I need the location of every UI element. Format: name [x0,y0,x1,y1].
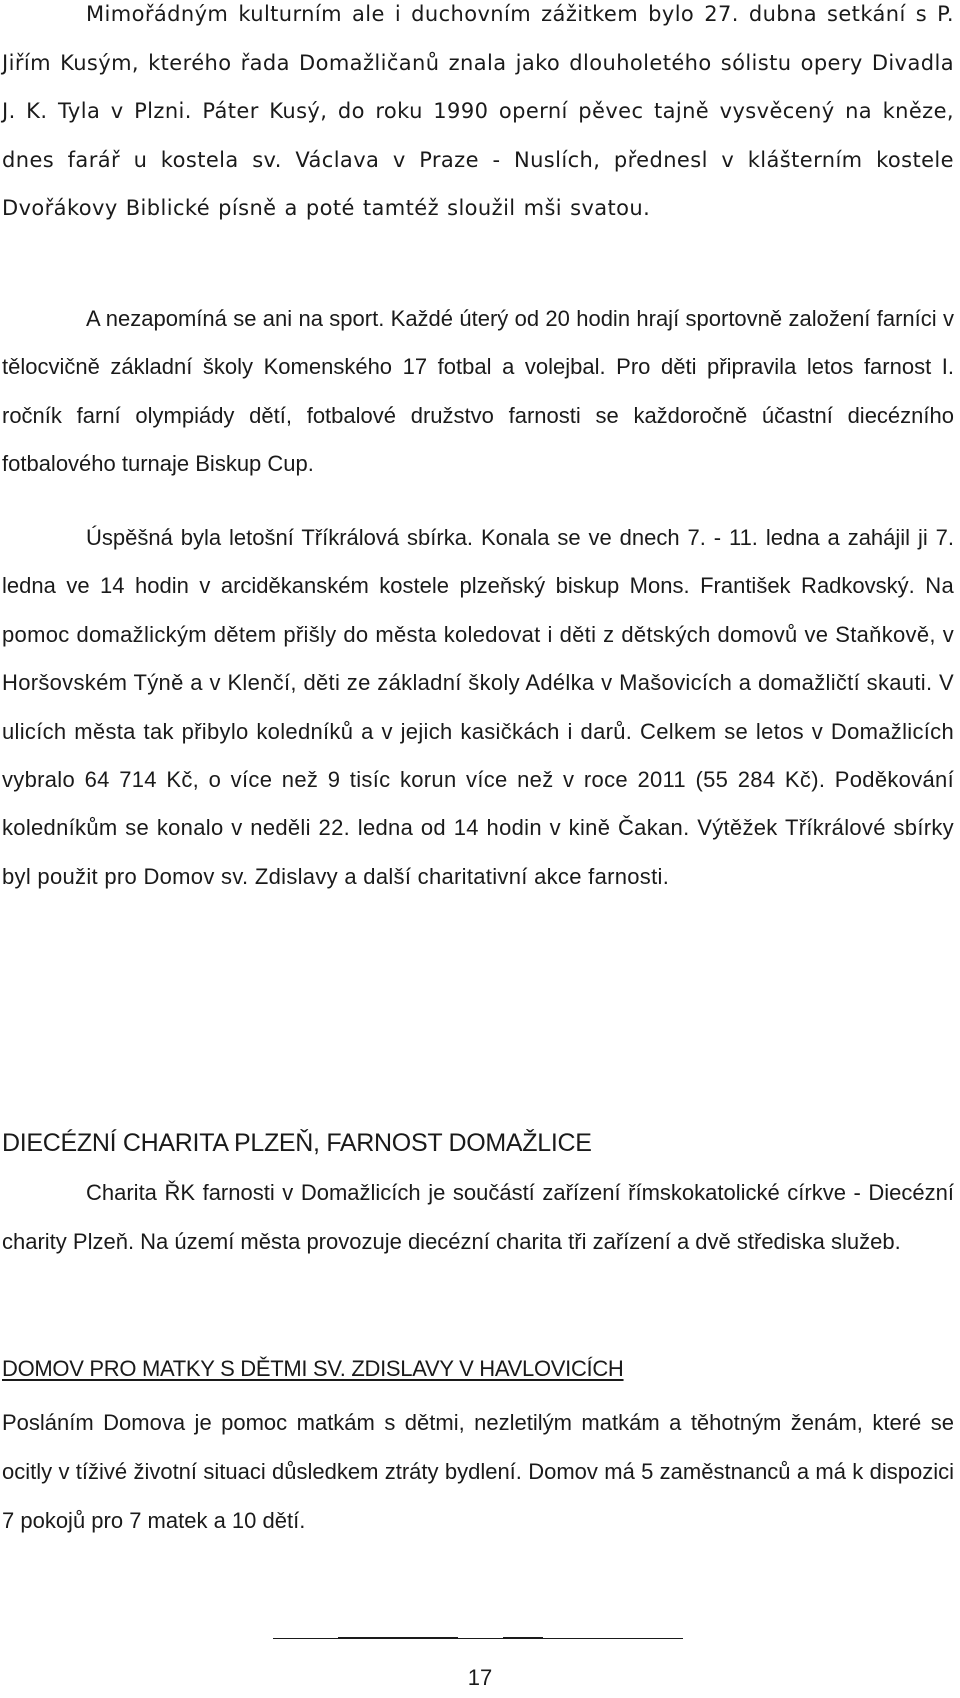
paragraph-mothers-home-mission: Posláním Domova je pomoc matkám s dětmi, nezletilým matkám a těhotným ženám, které se ocitly v tíživé životní situaci důsledkem ztráty bydlení. Domov má 5 zaměstnanců a má k dispozici 7 pokojů pro 7 matek a 10 dětí. [2,1410,954,1533]
paragraph-sport: A nezapomíná se ani na sport. Každé úterý od 20 hodin hrají sportovně založení farníci v tělocvičně základní školy Komenského 17 fotbal a volejbal. Pro děti připravila letos farnost I. ročník farní olympiády dětí, fotbalové družstvo farnosti se každoročně účastní diecézního fotbalového turnaje Biskup Cup. [2,306,954,477]
paragraph-three-kings-details: Na pomoc domažlickým dětem přišly do města koledovat i děti z dětských domovů ve Staňkově, v Horšovském Týně a v Klenčí, děti ze základní školy Adélka v Mašovicích a domažličtí skauti. V ulicích města tak přibylo koledníků a v jejich kasičkách i darů. Celkem se letos v Domažlicích vybralo 64 714 Kč, o více než 9 tisíc korun více než v roce 2011 (55 284 Kč). Poděkování koledníkům se konalo v neděli 22. ledna od 14 hodin v kině Čakan. Výtěžek Tříkrálové sbírky byl použit pro Domov sv. Zdislavy a další charitativní akce farnosti. [2,573,954,889]
paragraph-cultural-event: Mimořádným kulturním ale i duchovním zážitkem bylo 27. dubna setkání s P. Jiřím Kusým, kterého řada Domažličanů znala jako dlouholetého sólistu opery Divadla J. K. Tyla v Plzni. Páter Kusý, do roku 1990 operní pěvec tajně vysvěcený na kněze, dnes farář u kostela sv. Václava v Praze - Nuslích, přednesl v klášterním kostele Dvořákovy Biblické písně a poté tamtéž sloužil mši svatou. [2,2,954,221]
footer-rule [273,1638,683,1639]
paragraph-three-kings-collection [2,514,954,901]
subheading-mothers-home: DOMOV PRO MATKY S DĚTMI SV. ZDISLAVY V HAVLOVICÍCH [2,1356,624,1381]
page-number: 17 [467,1665,493,1690]
paragraph-charity: Charita ŘK farnosti v Domažlicích je součástí zařízení římskokatolické církve - Diecézní charity Plzeň. Na území města provozuje diecézní charita tři zařízení a dvě střediska služeb. [2,1180,954,1254]
section-heading-diocesan-charity: DIECÉZNÍ CHARITA PLZEŇ, FARNOST DOMAŽLICE [2,1129,592,1157]
paragraph-three-kings-intro: Úspěšná byla letošní Tříkrálová sbírka. Konala se ve dnech 7. - 11. ledna a zahájil ji 7. ledna ve 14 hodin v arciděkanském kostele plzeňský biskup Mons. František Radkovský. [2,525,954,599]
